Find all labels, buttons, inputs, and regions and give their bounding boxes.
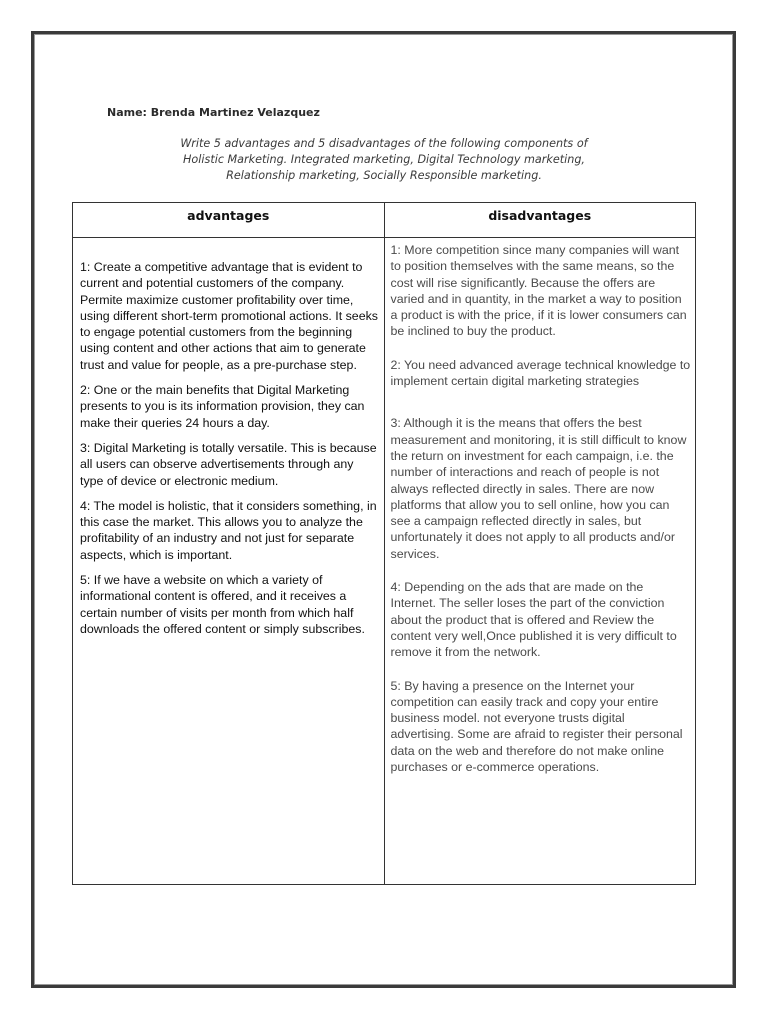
instructions-line: Holistic Marketing. Integrated marketing, Digital Technology marketing, — [183, 152, 585, 166]
advantages-disadvantages-table — [72, 202, 696, 885]
table-body-row — [73, 238, 696, 885]
instructions-line: Write 5 advantages and 5 disadvantages of the following components of — [180, 137, 588, 150]
advantage-item: 2: One or the main benefits that Digital Marketing presents to you is its information provision, they can make their queries 24 hours a day. — [80, 383, 365, 430]
advantage-item: 1: Create a competitive advantage that is evident to current and potential customers of the company. Permite maximize customer profitability over time, using different short-term promotional actions. It seeks to engage potential customers from the beginning using content and other actions that aim to generate trust and value for people, as a pre-purchase step. — [80, 260, 378, 372]
advantages-header: advantages — [73, 203, 385, 238]
disadvantage-item: 3: Although it is the means that offers the best measurement and monitoring, it is still difficult to know the return on investment for each campaign, i.e. the number of interactions and reach of people is not always reflected directly in sales. There are now platforms that allow you to sell online, how you can see a campaign reflected directly in sales, but unfortunately it does not apply to all products and/or services. — [390, 416, 687, 561]
disadvantage-item: 4: Depending on the ads that are made on the Internet. The seller loses the part of the conviction about the product that is offered and Review the content very well,Once published it is very difficult to remove it from the network. — [390, 580, 677, 660]
advantages-cell — [73, 238, 385, 885]
disadvantage-item: 5: By having a presence on the Internet your competition can easily track and copy your entire business model. not everyone trusts digital advertising. Some are afraid to register their personal data on the web and therefore do not make online purchases or e-commerce operations. — [390, 678, 683, 775]
disadvantages-cell — [384, 238, 696, 885]
disadvantage-item: 1: More competition since many companies will want to position themselves with the same means, so the cost will rise significantly. Because the offers are varied and in quantity, in the market a way to position a product is with the price, if it is lower consumers can be inclined to buy the product. — [390, 243, 687, 339]
advantage-item: 4: The model is holistic, that it considers something, in this case the market. This allows you to analyze the profitability of an industry and not just for separate aspects, which is important. — [80, 498, 377, 562]
disadvantage-item: 2: You need advanced average technical knowledge to implement certain digital marketing strategies — [390, 357, 691, 389]
advantage-item: 5: If we have a website on which a variety of informational content is offered, and it receives a certain number of visits per month from which half downloads the offered content or simply subscribes. — [80, 573, 365, 636]
assignment-instructions — [140, 136, 628, 183]
disadvantages-header: disadvantages — [384, 203, 696, 238]
table-header-row — [73, 203, 696, 238]
advantage-item: 3: Digital Marketing is totally versatile. This is because all users can observe advertisements through any type of device or electronic medium. — [80, 440, 377, 488]
instructions-line: Relationship marketing, Socially Responsible marketing. — [226, 168, 542, 182]
student-name: Name: Brenda Martinez Velazquez — [107, 106, 320, 119]
